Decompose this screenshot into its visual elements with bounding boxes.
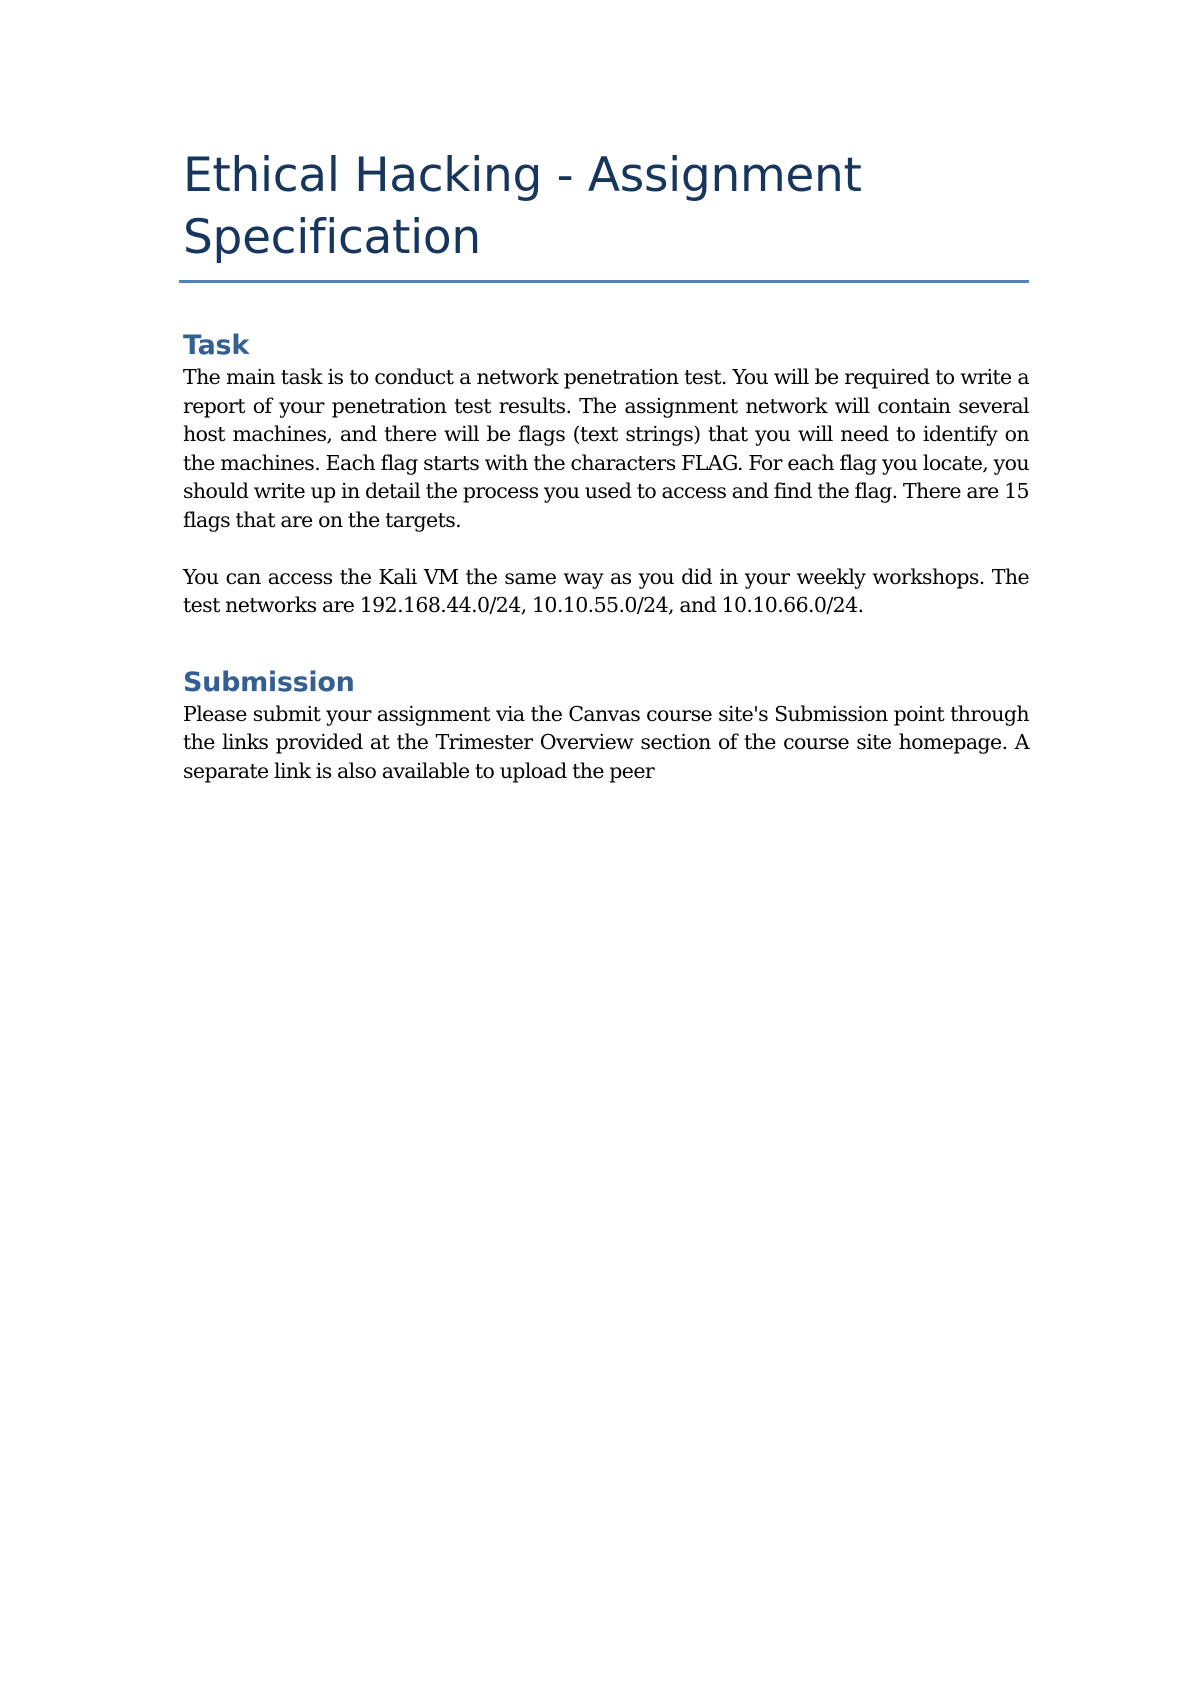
document-title-line-1: Ethical Hacking - Assignment xyxy=(183,148,862,203)
document-title xyxy=(183,145,1029,280)
submission-paragraph-1: Please submit your assignment via the Canvas course site's Submission point through the links provided at the Trimester Overview section of the course site homepage. A separate link is also available to upload the peer xyxy=(183,701,1029,783)
task-heading: Task xyxy=(183,330,249,361)
task-paragraph-2: You can access the Kali VM the same way as you did in your weekly workshops. The test networks are 192.168.44.0/24, 10.10.55.0/24, and 10.10.66.0/24. xyxy=(183,564,1029,617)
task-paragraph-1: The main task is to conduct a network penetration test. You will be required to write a report of your penetration test results. The assignment network will contain several host machines, and there will be flags (text strings) that you will need to identify on the machines. Each flag starts with the characters FLAG. For each flag you locate, you should write up in detail the process you used to access and find the flag. There are 15 flags that are on the targets. xyxy=(183,365,1029,532)
document-title-line-2: Specification xyxy=(183,210,481,265)
submission-heading: Submission xyxy=(183,666,355,698)
document-body xyxy=(183,145,1029,785)
title-underline-rule xyxy=(179,280,1029,283)
